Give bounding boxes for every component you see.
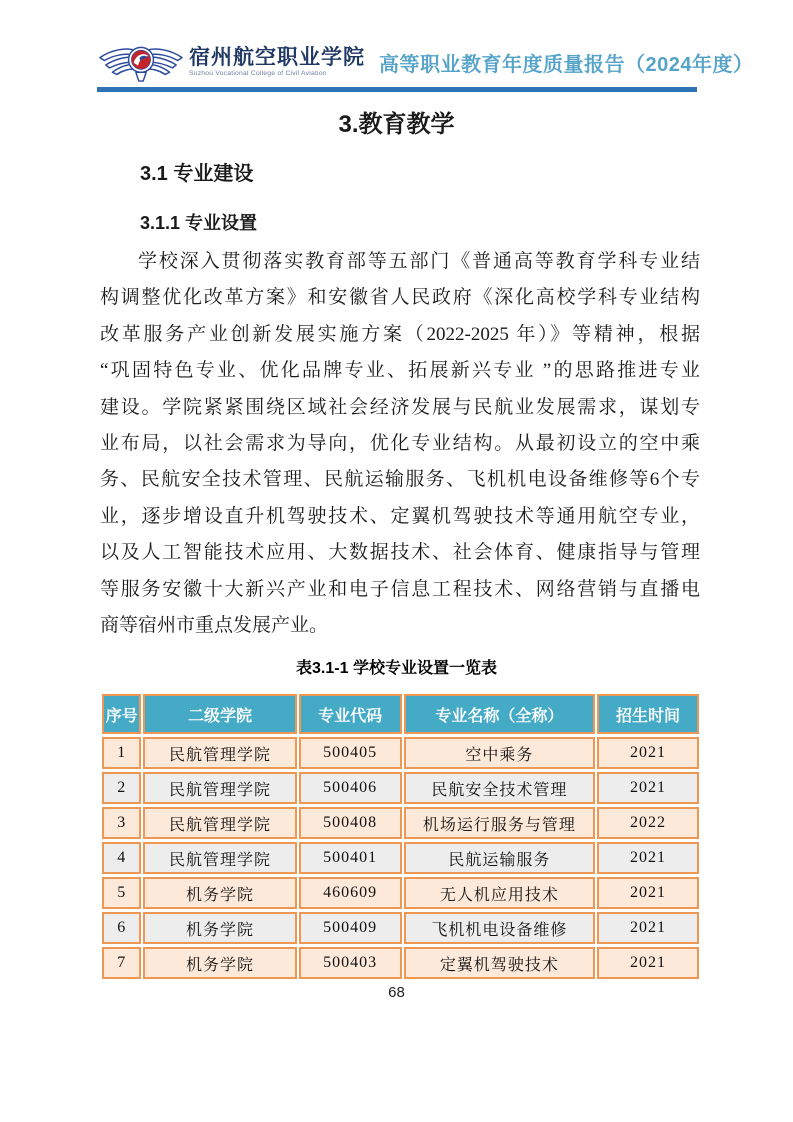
table-cell: 2021 xyxy=(597,947,699,979)
table-cell: 500401 xyxy=(299,842,402,874)
table-row xyxy=(102,947,699,979)
table-cell: 500409 xyxy=(299,912,402,944)
table-cell: 2021 xyxy=(597,772,699,804)
table-row xyxy=(102,912,699,944)
table-cell: 460609 xyxy=(299,877,402,909)
table-cell: 6 xyxy=(102,912,141,944)
table-cell: 机场运行服务与管理 xyxy=(404,807,595,839)
section-title: 3.1 专业建设 xyxy=(140,163,254,185)
report-title: 高等职业教育年度质量报告（2024年度） xyxy=(379,53,754,76)
table-row xyxy=(102,842,699,874)
college-name-en: Suzhou Vocational College of Civil Aviation xyxy=(189,69,327,77)
table-cell: 500406 xyxy=(299,772,402,804)
table-cell: 1 xyxy=(102,737,141,769)
table-cell: 7 xyxy=(102,947,141,979)
paragraph-line: 业，逐步增设直升机驾驶技术、定翼机驾驶技术等通用航空专业， xyxy=(100,505,700,527)
body-paragraph xyxy=(100,244,700,644)
table-cell: 无人机应用技术 xyxy=(404,877,595,909)
paragraph-line: 学校深入贯彻落实教育部等五部门《普通高等教育学科专业结 xyxy=(138,251,700,272)
table-body xyxy=(102,737,699,979)
table-cell: 机务学院 xyxy=(143,947,296,979)
paragraph-line: 改革服务产业创新发展实施方案（2022-2025 年）》等精神，根据 xyxy=(100,323,700,345)
table-cell: 500405 xyxy=(299,737,402,769)
paragraph-line: 务、民航安全技术管理、民航运输服务、飞机机电设备维修等6个专 xyxy=(100,469,700,491)
table-cell: 2021 xyxy=(597,842,699,874)
table-cell: 定翼机驾驶技术 xyxy=(404,947,595,979)
table-row xyxy=(102,877,699,909)
table-cell: 民航管理学院 xyxy=(143,737,296,769)
table-cell: 4 xyxy=(102,842,141,874)
table-cell: 机务学院 xyxy=(143,912,296,944)
college-logo-icon xyxy=(97,36,185,88)
table-header-cell: 专业代码 xyxy=(299,694,402,734)
table-head xyxy=(102,694,699,734)
table-header-cell: 招生时间 xyxy=(597,694,699,734)
table-header-row xyxy=(102,694,699,734)
paragraph-line: 以及人工智能技术应用、大数据技术、社会体育、健康指导与管理 xyxy=(100,542,700,564)
table-cell: 2021 xyxy=(597,737,699,769)
table-cell: 民航安全技术管理 xyxy=(404,772,595,804)
college-name: 宿州航空职业学院 xyxy=(189,45,365,69)
table-cell: 5 xyxy=(102,877,141,909)
table-cell: 空中乘务 xyxy=(404,737,595,769)
table-row xyxy=(102,737,699,769)
table-header-cell: 二级学院 xyxy=(143,694,296,734)
chapter-title: 3.教育教学 xyxy=(338,111,455,138)
subsection-title: 3.1.1 专业设置 xyxy=(140,213,258,233)
page-header xyxy=(97,36,754,88)
table-cell: 500403 xyxy=(299,947,402,979)
table-cell: 2021 xyxy=(597,912,699,944)
table-cell: 2 xyxy=(102,772,141,804)
majors-table xyxy=(100,691,701,982)
table-caption: 表3.1-1 学校专业设置一览表 xyxy=(296,660,497,677)
paragraph-line: 构调整优化改革方案》和安徽省人民政府《深化高校学科专业结构 xyxy=(100,287,700,309)
paragraph-line: 业布局，以社会需求为导向，优化专业结构。从最初设立的空中乘 xyxy=(100,432,700,454)
table-cell: 民航运输服务 xyxy=(404,842,595,874)
table-header-cell: 序号 xyxy=(102,694,141,734)
paragraph-line: “巩固特色专业、优化品牌专业、拓展新兴专业 ”的思路推进专业 xyxy=(100,360,700,382)
table-cell: 2021 xyxy=(597,877,699,909)
table-cell: 民航管理学院 xyxy=(143,772,296,804)
table-cell: 500408 xyxy=(299,807,402,839)
table-row xyxy=(102,772,699,804)
college-name-block xyxy=(189,47,365,78)
table-cell: 3 xyxy=(102,807,141,839)
table-cell: 2022 xyxy=(597,807,699,839)
table-cell: 民航管理学院 xyxy=(143,807,296,839)
paragraph-line: 商等宿州市重点发展产业。 xyxy=(100,614,329,636)
table-cell: 机务学院 xyxy=(143,877,296,909)
header-divider xyxy=(97,87,697,92)
page-number: 68 xyxy=(388,984,405,1001)
table-row xyxy=(102,807,699,839)
table-cell: 民航管理学院 xyxy=(143,842,296,874)
table-cell: 飞机机电设备维修 xyxy=(404,912,595,944)
table-header-cell: 专业名称（全称） xyxy=(404,694,595,734)
paragraph-line: 建设。学院紧紧围绕区域社会经济发展与民航业发展需求，谋划专 xyxy=(100,396,700,418)
paragraph-line: 等服务安徽十大新兴产业和电子信息工程技术、网络营销与直播电 xyxy=(100,578,700,600)
